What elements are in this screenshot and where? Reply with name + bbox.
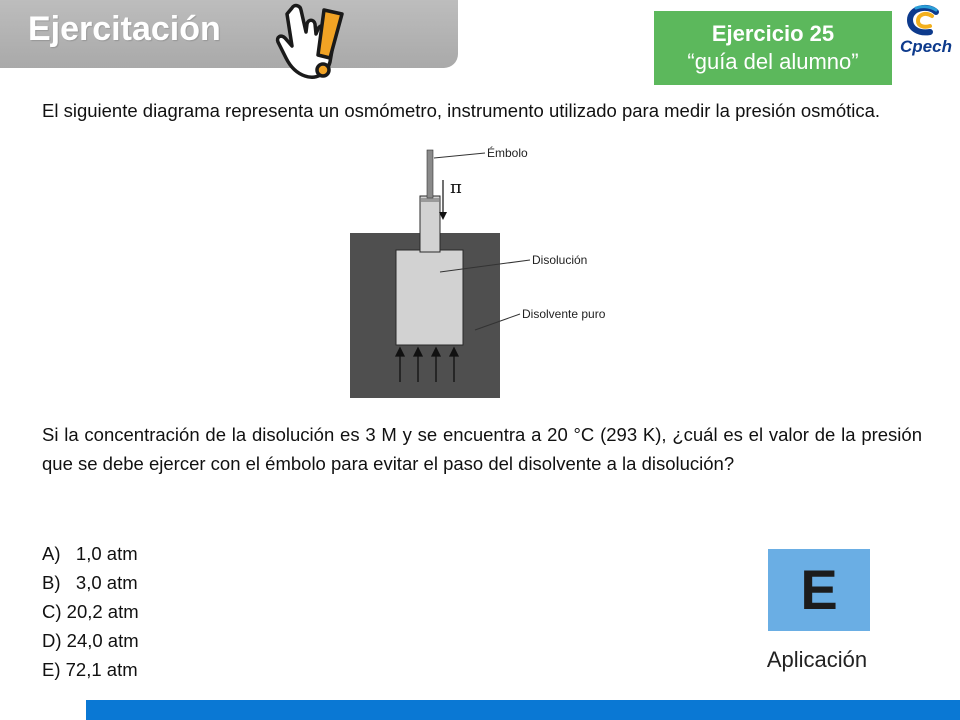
piston-label: Émbolo xyxy=(487,146,528,160)
solution-label: Disolución xyxy=(532,253,588,267)
option-b: B) 3,0 atm xyxy=(42,572,138,593)
section-header xyxy=(0,0,458,68)
footer-bar xyxy=(86,700,960,720)
piston-head xyxy=(421,198,439,202)
option-c: C) 20,2 atm xyxy=(42,601,139,622)
option-d: D) 24,0 atm xyxy=(42,630,139,651)
pointing-hand-exclamation-icon xyxy=(272,2,350,82)
pi-label: π xyxy=(450,177,462,198)
answer-options xyxy=(42,539,139,684)
cpech-logo xyxy=(896,4,956,66)
osmometer-diagram xyxy=(330,140,650,398)
logo-text: Cpech xyxy=(900,37,952,56)
tube xyxy=(420,196,440,252)
piston-rod xyxy=(427,150,433,198)
exercise-guide-label: “guía del alumno” xyxy=(687,49,859,74)
exercise-number: Ejercicio 25 xyxy=(711,21,835,46)
intro-text: El siguiente diagrama representa un osmómetro, instrumento utilizado para medir la presión osmótica. xyxy=(42,100,881,121)
option-a: A) 1,0 atm xyxy=(42,543,138,564)
section-title: Ejercitación xyxy=(28,10,221,48)
skill-label: Aplicación xyxy=(766,647,868,672)
option-e: E) 72,1 atm xyxy=(42,659,138,680)
answer-letter-box: E xyxy=(768,549,870,631)
question-text: Si la concentración de la disolución es 3 M y se encuentra a 20 °C (293 K), ¿cuál es el valor de la presión que se debe ejercer con el émbolo para evitar el paso del disolvente a la disolución? xyxy=(42,424,922,474)
solvent-label: Disolvente puro xyxy=(522,307,606,321)
exercise-badge xyxy=(654,11,892,85)
solution-chamber xyxy=(396,250,463,345)
piston-pointer xyxy=(434,153,485,158)
